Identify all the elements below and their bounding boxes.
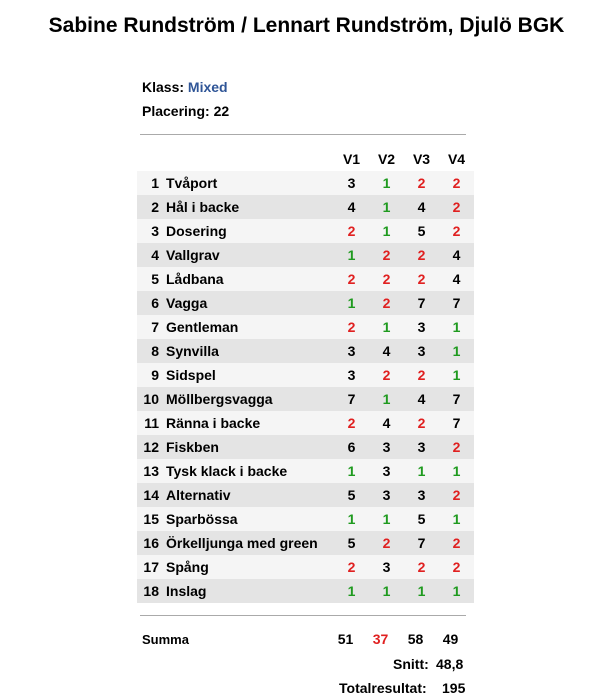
hole-row: [137, 291, 474, 315]
score-v1: 1: [334, 291, 369, 315]
score-v3: 2: [404, 363, 439, 387]
header-v2: V2: [377, 150, 396, 167]
score-v4: 1: [439, 339, 474, 363]
score-v2: 3: [369, 459, 404, 483]
score-v4: 1: [439, 507, 474, 531]
score-v4: 7: [439, 291, 474, 315]
hole-number: 12: [137, 435, 166, 459]
score-v4: 7: [439, 387, 474, 411]
score-v4: 1: [439, 363, 474, 387]
hole-row: [137, 363, 474, 387]
score-v3: 1: [404, 579, 439, 603]
hole-row: [137, 411, 474, 435]
score-v2: 4: [369, 339, 404, 363]
hole-row: [137, 387, 474, 411]
score-v3: 7: [404, 291, 439, 315]
bottom-divider: [140, 615, 466, 616]
score-v4: 4: [439, 243, 474, 267]
hole-number: 11: [137, 411, 166, 435]
klass-label: Klass:: [142, 79, 185, 95]
score-v3: 3: [404, 315, 439, 339]
scorecard-table: [137, 146, 474, 603]
score-v4: 2: [439, 219, 474, 243]
score-v3: 3: [404, 435, 439, 459]
hole-number: 17: [137, 555, 166, 579]
score-v2: 2: [369, 363, 404, 387]
header-num: [137, 146, 166, 171]
header-name: [166, 146, 334, 171]
score-v1: 2: [334, 219, 369, 243]
hole-number: 10: [137, 387, 166, 411]
score-v2: 3: [369, 435, 404, 459]
score-v2: 2: [369, 531, 404, 555]
score-v3: 3: [404, 483, 439, 507]
hole-name: Synvilla: [166, 339, 334, 363]
hole-name: Örkelljunga med green: [166, 531, 334, 555]
score-v1: 4: [334, 195, 369, 219]
summa-label: Summa: [142, 632, 189, 647]
score-v2: 1: [369, 507, 404, 531]
score-v2: 3: [369, 555, 404, 579]
hole-number: 16: [137, 531, 166, 555]
hole-name: Vagga: [166, 291, 334, 315]
hole-number: 9: [137, 363, 166, 387]
total-value: 195: [442, 680, 466, 696]
header-v1: V1: [342, 150, 361, 167]
hole-name: Lådbana: [166, 267, 334, 291]
snitt-label: Snitt:: [393, 656, 429, 672]
score-v3: 4: [404, 195, 439, 219]
hole-row: [137, 579, 474, 603]
hole-name: Alternativ: [166, 483, 334, 507]
total-label: Totalresultat:: [339, 680, 427, 696]
score-v4: 2: [439, 555, 474, 579]
hole-number: 13: [137, 459, 166, 483]
score-v3: 2: [404, 267, 439, 291]
header-v4: V4: [447, 150, 466, 167]
score-v3: 2: [404, 171, 439, 195]
hole-row: [137, 315, 474, 339]
score-v1: 5: [334, 531, 369, 555]
score-v4: 4: [439, 267, 474, 291]
score-v1: 6: [334, 435, 369, 459]
score-v3: 2: [404, 555, 439, 579]
score-v2: 2: [369, 243, 404, 267]
score-v4: 2: [439, 483, 474, 507]
hole-name: Ränna i backe: [166, 411, 334, 435]
score-v1: 2: [334, 555, 369, 579]
hole-name: Möllbergsvagga: [166, 387, 334, 411]
score-v3: 2: [404, 243, 439, 267]
hole-name: Inslag: [166, 579, 334, 603]
score-v2: 2: [369, 267, 404, 291]
score-v1: 5: [334, 483, 369, 507]
hole-number: 4: [137, 243, 166, 267]
score-v1: 2: [334, 315, 369, 339]
score-v1: 1: [334, 507, 369, 531]
score-v2: 1: [369, 171, 404, 195]
hole-row: [137, 243, 474, 267]
score-v3: 7: [404, 531, 439, 555]
hole-number: 3: [137, 219, 166, 243]
hole-row: [137, 435, 474, 459]
hole-row: [137, 339, 474, 363]
score-v2: 1: [369, 195, 404, 219]
hole-row: [137, 507, 474, 531]
hole-row: [137, 555, 474, 579]
score-v4: 2: [439, 171, 474, 195]
top-divider: [140, 134, 466, 135]
score-v3: 5: [404, 507, 439, 531]
hole-row: [137, 171, 474, 195]
hole-row: [137, 195, 474, 219]
hole-row: [137, 459, 474, 483]
score-v4: 1: [439, 579, 474, 603]
score-v3: 3: [404, 339, 439, 363]
score-v4: 2: [439, 435, 474, 459]
score-v4: 1: [439, 315, 474, 339]
score-v4: 7: [439, 411, 474, 435]
hole-name: Fiskben: [166, 435, 334, 459]
score-v2: 1: [369, 219, 404, 243]
placering-value: 22: [213, 103, 230, 119]
hole-name: Spång: [166, 555, 334, 579]
hole-name: Hål i backe: [166, 195, 334, 219]
hole-number: 2: [137, 195, 166, 219]
score-v1: 3: [334, 363, 369, 387]
score-v1: 1: [334, 459, 369, 483]
score-v4: 2: [439, 195, 474, 219]
header-v3: V3: [412, 150, 431, 167]
summa-v4: 49: [442, 631, 459, 647]
score-v1: 3: [334, 171, 369, 195]
header-row: [137, 146, 474, 171]
score-v3: 2: [404, 411, 439, 435]
hole-name: Sidspel: [166, 363, 334, 387]
hole-name: Vallgrav: [166, 243, 334, 267]
hole-row: [137, 219, 474, 243]
placering-label: Placering:: [142, 103, 210, 119]
snitt-value: 48,8: [436, 656, 464, 672]
hole-name: Sparbössa: [166, 507, 334, 531]
hole-number: 18: [137, 579, 166, 603]
page-title: Sabine Rundström / Lennart Rundström, Djulö BGK: [48, 14, 565, 37]
score-v4: 2: [439, 531, 474, 555]
score-v3: 4: [404, 387, 439, 411]
hole-number: 7: [137, 315, 166, 339]
hole-number: 15: [137, 507, 166, 531]
hole-name: Dosering: [166, 219, 334, 243]
hole-name: Tysk klack i backe: [166, 459, 334, 483]
score-v1: 1: [334, 243, 369, 267]
score-v1: 2: [334, 411, 369, 435]
score-v4: 1: [439, 459, 474, 483]
score-v3: 5: [404, 219, 439, 243]
placering-line: [142, 103, 229, 119]
hole-number: 8: [137, 339, 166, 363]
hole-name: Tvåport: [166, 171, 334, 195]
score-v1: 7: [334, 387, 369, 411]
hole-name: Gentleman: [166, 315, 334, 339]
summa-v1: 51: [337, 631, 354, 647]
hole-row: [137, 483, 474, 507]
score-v2: 1: [369, 579, 404, 603]
score-v2: 1: [369, 387, 404, 411]
klass-value: Mixed: [187, 79, 228, 95]
klass-line: [142, 79, 228, 95]
hole-row: [137, 267, 474, 291]
score-v3: 1: [404, 459, 439, 483]
hole-number: 6: [137, 291, 166, 315]
score-v1: 1: [334, 579, 369, 603]
score-v2: 2: [369, 291, 404, 315]
summa-v2: 37: [372, 631, 389, 647]
hole-row: [137, 531, 474, 555]
score-v2: 1: [369, 315, 404, 339]
score-v1: 2: [334, 267, 369, 291]
hole-number: 1: [137, 171, 166, 195]
summa-v3: 58: [407, 631, 424, 647]
score-v2: 3: [369, 483, 404, 507]
score-v2: 4: [369, 411, 404, 435]
hole-number: 14: [137, 483, 166, 507]
score-v1: 3: [334, 339, 369, 363]
hole-number: 5: [137, 267, 166, 291]
